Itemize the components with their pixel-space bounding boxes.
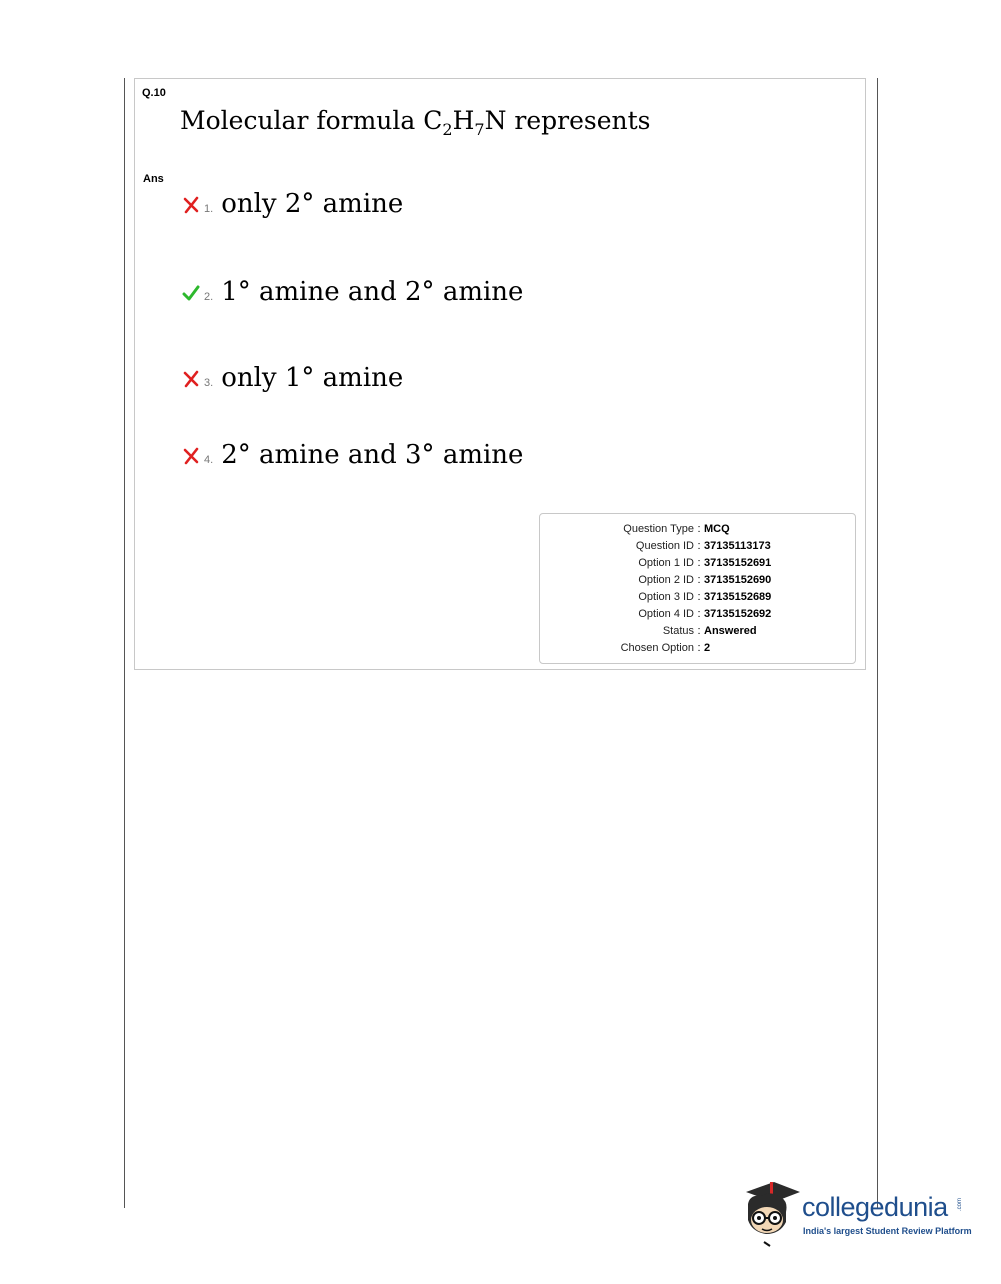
info-key: Chosen Option: [620, 642, 694, 654]
info-key: Question ID: [635, 540, 694, 552]
info-separator: :: [697, 557, 701, 569]
info-row-option-1-id: [540, 557, 855, 569]
info-value: 37135152689: [704, 591, 772, 603]
info-value: Answered: [704, 625, 757, 637]
cross-icon: [182, 447, 200, 465]
info-row-option-3-id: [540, 591, 855, 603]
option-text: 2° amine and 3° amine: [221, 440, 524, 470]
option-number: 1.: [204, 203, 214, 215]
answer-label: Ans: [143, 173, 164, 185]
mascot-icon: [740, 1176, 804, 1248]
option-text: only 1° amine: [221, 363, 404, 393]
logo-suffix: .com: [957, 1198, 963, 1212]
option-1[interactable]: [182, 189, 403, 219]
option-2[interactable]: [182, 277, 523, 307]
info-separator: :: [697, 574, 701, 586]
info-separator: :: [697, 591, 701, 603]
info-value: 37135152691: [704, 557, 772, 569]
info-key: Question Type: [623, 523, 694, 535]
info-separator: :: [697, 625, 701, 637]
info-key: Option 1 ID: [638, 557, 694, 569]
info-row-question-type: [540, 523, 855, 535]
subscript: 2: [442, 120, 453, 139]
info-value: 37135113173: [704, 540, 771, 552]
logo-wordmark: collegedunia: [802, 1192, 948, 1222]
subscript: 7: [474, 120, 485, 139]
info-value: 37135152690: [704, 574, 772, 586]
option-4[interactable]: [182, 440, 523, 470]
collegedunia-logo[interactable]: [740, 1176, 970, 1248]
question-info-panel: [539, 513, 856, 664]
question-text-part: H: [452, 106, 475, 135]
info-separator: :: [697, 642, 701, 654]
info-row-option-2-id: [540, 574, 855, 586]
info-key: Option 4 ID: [638, 608, 694, 620]
info-row-chosen-option: [540, 642, 855, 654]
option-3[interactable]: [182, 363, 403, 393]
check-icon: [182, 284, 200, 302]
option-number: 3.: [204, 377, 214, 389]
question-text: [180, 106, 651, 139]
info-key: Option 2 ID: [638, 574, 694, 586]
question-number: Q.10: [142, 87, 166, 99]
info-separator: :: [697, 540, 701, 552]
question-text-part: N represents: [484, 106, 651, 135]
info-value: MCQ: [704, 523, 730, 535]
info-value: 37135152692: [704, 608, 772, 620]
info-separator: :: [697, 608, 701, 620]
info-row-status: [540, 625, 855, 637]
question-text-part: Molecular formula C: [180, 106, 443, 135]
option-text: 1° amine and 2° amine: [221, 277, 524, 307]
info-separator: :: [697, 523, 701, 535]
option-number: 4.: [204, 454, 214, 466]
info-value: 2: [704, 642, 711, 654]
option-text: only 2° amine: [221, 189, 404, 219]
cross-icon: [182, 370, 200, 388]
logo-tagline: India's largest Student Review Platform: [803, 1226, 972, 1236]
info-key: Status: [662, 625, 694, 637]
page-border-right: [877, 78, 878, 1208]
cross-icon: [182, 196, 200, 214]
info-key: Option 3 ID: [638, 591, 694, 603]
option-number: 2.: [204, 291, 214, 303]
info-row-question-id: [540, 540, 855, 552]
info-row-option-4-id: [540, 608, 855, 620]
page-border-left: [124, 78, 125, 1208]
